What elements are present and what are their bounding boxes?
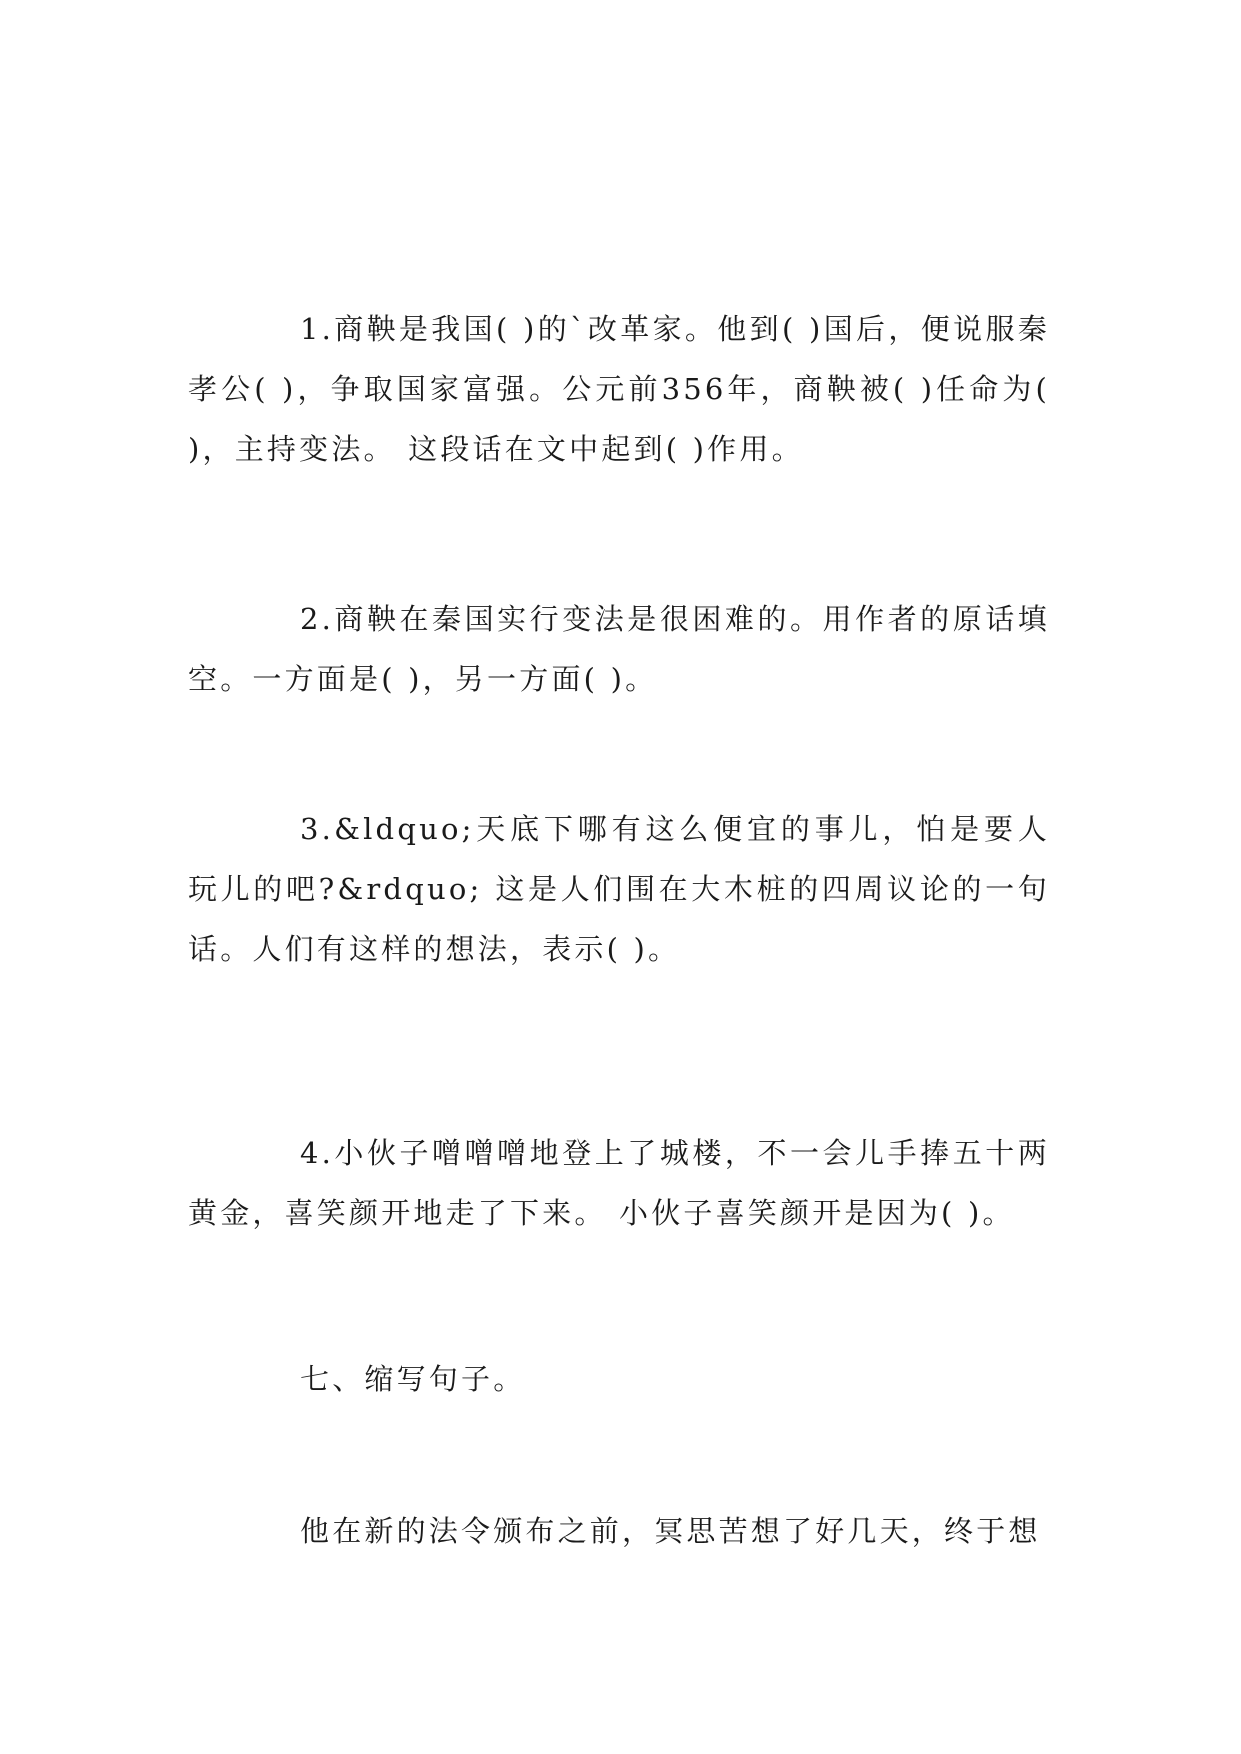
question-2-paragraph: 2.商鞅在秦国实行变法是很困难的。用作者的原话填空。一方面是( )，另一方面( )。 — [188, 602, 1050, 696]
question-1-paragraph: 1.商鞅是我国( )的`改革家。他到( )国后，便说服秦孝公( )，争取国家富强。公元前356年，商鞅被( )任命为( )，主持变法。 这段话在文中起到( )作用。 — [188, 312, 1050, 466]
section-heading: 七、缩写句子。 — [300, 1362, 526, 1396]
exercise-sentence-paragraph: 他在新的法令颁布之前，冥思苦想了好几天，终于想 — [300, 1514, 1041, 1548]
question-3-paragraph: 3.&ldquo;天底下哪有这么便宜的事儿，怕是要人玩儿的吧?&rdquo; 这是人们围在大木桩的四周议论的一句话。人们有这样的想法，表示( )。 — [188, 812, 1050, 966]
question-4-paragraph: 4.小伙子噌噌噌地登上了城楼，不一会儿手捧五十两黄金，喜笑颜开地走了下来。 小伙子喜笑颜开是因为( )。 — [188, 1136, 1050, 1230]
